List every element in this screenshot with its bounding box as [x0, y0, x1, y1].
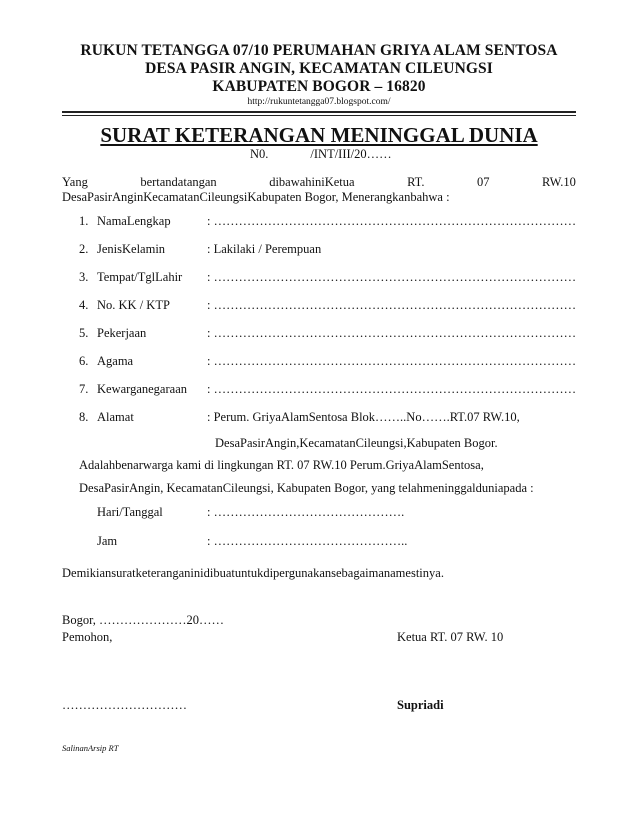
- field-label: JenisKelamin: [97, 242, 166, 256]
- field-number: 3.: [79, 270, 89, 284]
- official-label: Ketua RT. 07 RW. 10: [397, 630, 504, 644]
- field-label: Alamat: [97, 410, 134, 424]
- field-label: Kewarganegaraan: [97, 382, 187, 396]
- field-value: : ……………………………………………………………………………: [207, 354, 577, 368]
- statement-line-1: Adalahbenarwarga kami di lingkungan RT. 07 RW.10 Perum.GriyaAlamSentosa,: [79, 458, 484, 472]
- death-time-value: : ………………………………………..: [207, 534, 408, 548]
- alamat-line-2: DesaPasirAngin,KecamatanCileungsi,Kabupaten Bogor.: [215, 436, 498, 450]
- intro-word: Yang: [62, 175, 88, 189]
- statement-line-2: DesaPasirAngin, KecamatanCileungsi, Kabupaten Bogor, yang telahmeninggalduniapada :: [79, 481, 534, 495]
- death-date-label: Hari/Tanggal: [97, 505, 163, 519]
- field-label: Pekerjaan: [97, 326, 147, 340]
- field-number: 8.: [79, 410, 89, 424]
- field-value: : Lakilaki / Perempuan: [207, 242, 322, 256]
- death-date-value: : ……………………………………….: [207, 505, 405, 519]
- field-number: 4.: [79, 298, 89, 312]
- letter-number-suffix: /INT/III/20……: [310, 147, 392, 161]
- field-label: No. KK / KTP: [97, 298, 170, 312]
- letter-number: [250, 147, 392, 162]
- applicant-name: …………………………: [62, 698, 187, 712]
- field-number: 5.: [79, 326, 89, 340]
- field-number: 6.: [79, 354, 89, 368]
- intro-line-2: DesaPasirAnginKecamatanCileungsiKabupaten Bogor, Menerangkanbahwa :: [62, 190, 450, 204]
- intro-word: RW.10: [542, 175, 576, 189]
- field-number: 7.: [79, 382, 89, 396]
- header-rule-thick: [62, 111, 576, 113]
- header-line-1: RUKUN TETANGGA 07/10 PERUMAHAN GRIYA ALAM SENTOSA: [80, 42, 558, 59]
- intro-word: dibawahiniKetua: [269, 175, 355, 189]
- intro-word: RT.: [407, 175, 425, 189]
- letter-number-prefix: N0.: [250, 147, 269, 161]
- field-value: : ……………………………………………………………………………: [207, 298, 577, 312]
- field-label: NamaLengkap: [97, 214, 171, 228]
- header-url: http://rukuntetangga07.blogspot.com/: [247, 97, 391, 107]
- closing-statement: Demikiansuratketeranganinidibuatuntukdipergunakansebagaimanamestinya.: [62, 566, 444, 580]
- applicant-label: Pemohon,: [62, 630, 113, 644]
- field-number: 1.: [79, 214, 89, 228]
- death-time-label: Jam: [97, 534, 118, 548]
- field-value: : ……………………………………………………………………………: [207, 270, 577, 284]
- field-value: : Perum. GriyaAlamSentosa Blok……..No…….RT.07 RW.10,: [207, 410, 520, 424]
- field-number: 2.: [79, 242, 89, 256]
- document-title: SURAT KETERANGAN MENINGGAL DUNIA: [100, 123, 538, 147]
- intro-word: bertandatangan: [140, 175, 217, 189]
- field-label: Tempat/TglLahir: [97, 270, 183, 284]
- intro-line-1: [62, 175, 576, 190]
- field-value: : ……………………………………………………………………………: [207, 214, 577, 228]
- field-value: : ……………………………………………………………………………: [207, 382, 577, 396]
- header-line-2: DESA PASIR ANGIN, KECAMATAN CILEUNGSI: [145, 60, 493, 77]
- intro-word: 07: [477, 175, 490, 189]
- archive-note: SalinanArsip RT: [62, 743, 119, 753]
- field-value: : ……………………………………………………………………………: [207, 326, 577, 340]
- place-date: Bogor, …………………20……: [62, 613, 224, 627]
- field-label: Agama: [97, 354, 134, 368]
- official-name: Supriadi: [397, 698, 444, 712]
- header-line-3: KABUPATEN BOGOR – 16820: [212, 78, 426, 95]
- header-rule-thin: [62, 115, 576, 116]
